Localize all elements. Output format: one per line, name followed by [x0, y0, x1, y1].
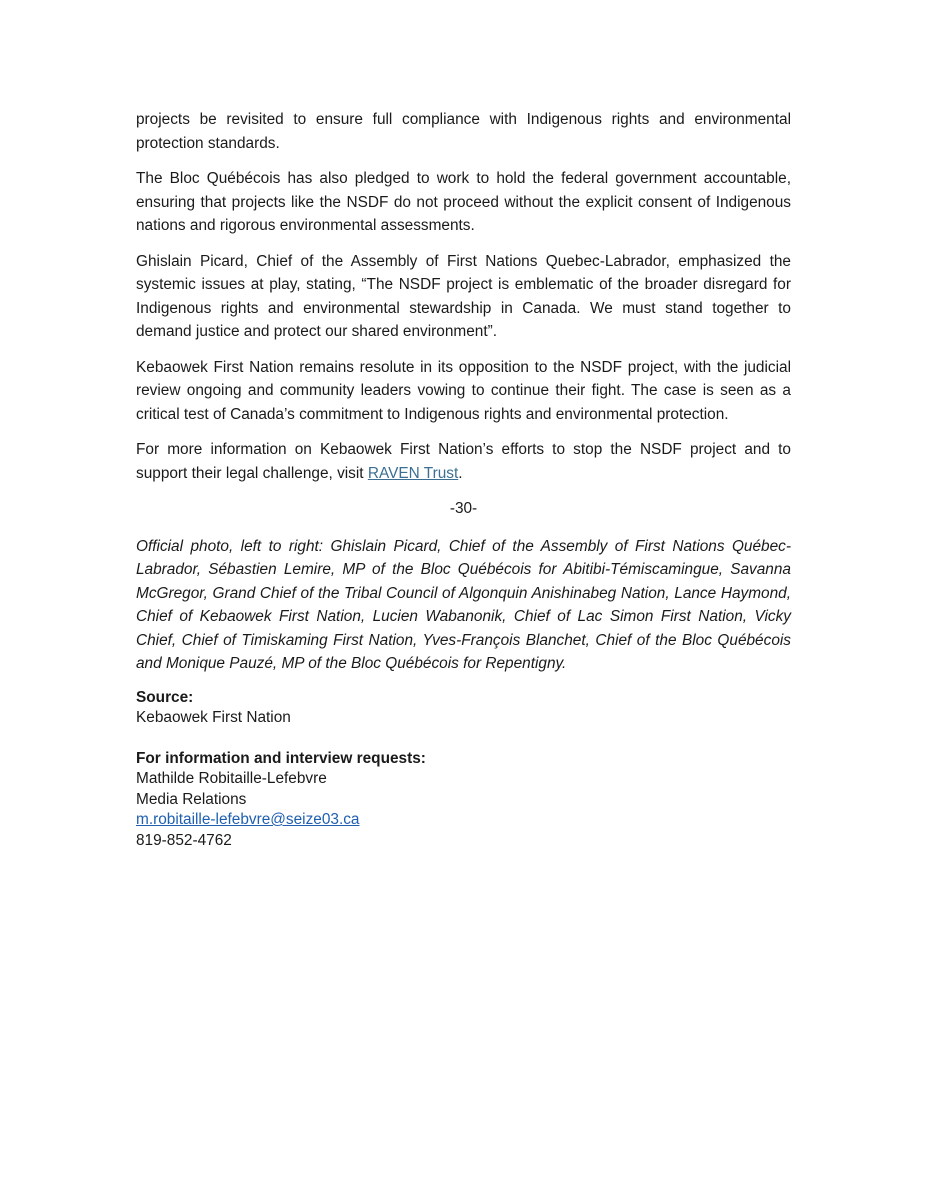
contact-phone: 819-852-4762 [136, 831, 232, 849]
contact-role: Media Relations [136, 790, 247, 808]
end-mark: -30- [449, 500, 478, 517]
contact-email-link[interactable]: m.robitaille-lefebvre@seize03.ca [136, 811, 360, 828]
paragraph-picard-quote: Ghislain Picard, Chief of the Assembly of First Nations Quebec-Labrador, emphasized the systemic issues at play, stating, “The NSDF project is emblematic of the broader disregard for Indigenous rights and environmental stewardship in Canada. We must stand together to demand justice and protect our shared environment”. [136, 252, 791, 340]
source-label: Source: [136, 688, 194, 706]
more-info-period: . [458, 464, 463, 482]
contact-label: For information and interview requests: [136, 749, 426, 767]
contact-name: Mathilde Robitaille-Lefebvre [136, 770, 327, 787]
paragraph-compliance: projects be revisited to ensure full compliance with Indigenous rights and environmental protection standards. [136, 111, 791, 152]
paragraph-bloc-pledge: The Bloc Québécois has also pledged to work to hold the federal government accountable, ensuring that projects like the NSDF do not proceed without the explicit consent of Indigenous nations and rigorous environmental assessments. [136, 170, 791, 234]
paragraph-more-info [136, 438, 791, 485]
section-spacer [136, 729, 791, 749]
source-value: Kebaowek First Nation [136, 709, 291, 726]
contact-section [136, 749, 791, 852]
paragraph-kebaowek-opposition: Kebaowek First Nation remains resolute in its opposition to the NSDF project, with the judicial review ongoing and community leaders vowing to continue their fight. The case is seen as a critical test of Canada’s commitment to Indigenous rights and environmental protection. [136, 358, 791, 423]
source-section [136, 688, 791, 729]
press-release-page [136, 108, 791, 851]
raven-trust-link[interactable]: RAVEN Trust [367, 464, 459, 482]
photo-caption: Official photo, left to right: Ghislain Picard, Chief of the Assembly of First Nations Québec-Labrador, Sébastien Lemire, MP of the Bloc Québécois for Abitibi-Témiscamingue, Savanna McGregor, Grand Chief of the Tribal Council of Algonquin Anishinabeg Nation, Lance Haymond, Chief of Kebaowek First Nation, Lucien Wabanonik, Chief of Lac Simon First Nation, Vicky Chief, Chief of Timiskaming First Nation, Yves-François Blanchet, Chief of the Bloc Québécois and Monique Pauzé, MP of the Bloc Québécois for Repentigny. [136, 537, 791, 672]
more-info-text: For more information on Kebaowek First Nation’s efforts to stop the NSDF project and to support their legal challenge, visit [136, 441, 791, 482]
